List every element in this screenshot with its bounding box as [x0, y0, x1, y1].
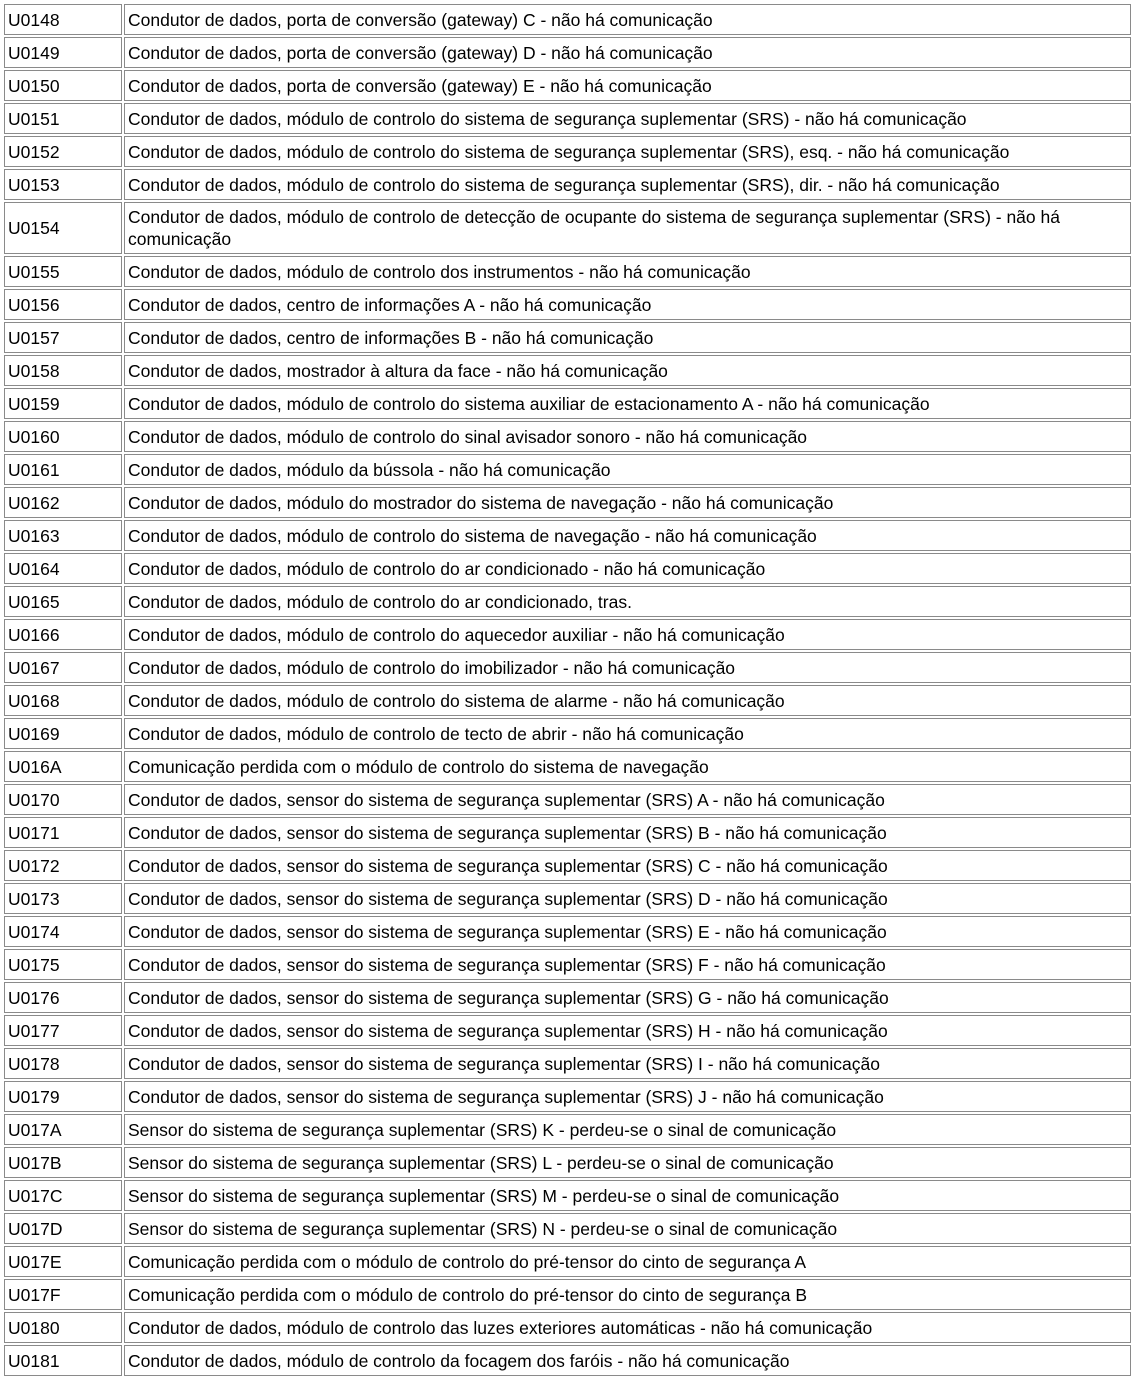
table-row: [4, 421, 1131, 452]
table-row: [4, 388, 1131, 419]
dtc-description-cell: Condutor de dados, módulo de controlo do sinal avisador sonoro - não há comunicação: [124, 421, 1131, 452]
table-row: [4, 1081, 1131, 1112]
dtc-description-cell: Condutor de dados, módulo de controlo de detecção de ocupante do sistema de segurança suplementar (SRS) - não há comunicação: [124, 202, 1131, 254]
table-row: [4, 487, 1131, 518]
dtc-description-cell: Condutor de dados, módulo de controlo do imobilizador - não há comunicação: [124, 652, 1131, 683]
table-row: [4, 1213, 1131, 1244]
dtc-code-table: [2, 2, 1133, 1378]
dtc-description-cell: Comunicação perdida com o módulo de controlo do pré-tensor do cinto de segurança A: [124, 1246, 1131, 1277]
table-row: [4, 1147, 1131, 1178]
dtc-code-cell: U0171: [4, 817, 122, 848]
dtc-code-cell: U0173: [4, 883, 122, 914]
dtc-description-cell: Condutor de dados, centro de informações B - não há comunicação: [124, 322, 1131, 353]
dtc-description-cell: Condutor de dados, módulo de controlo do sistema de alarme - não há comunicação: [124, 685, 1131, 716]
dtc-description-cell: Condutor de dados, porta de conversão (gateway) E - não há comunicação: [124, 70, 1131, 101]
dtc-description-cell: Condutor de dados, módulo de controlo do sistema de segurança suplementar (SRS), esq. - não há comunicação: [124, 136, 1131, 167]
dtc-code-cell: U0181: [4, 1345, 122, 1376]
dtc-code-cell: U0154: [4, 202, 122, 254]
dtc-description-cell: Condutor de dados, módulo de controlo do sistema de navegação - não há comunicação: [124, 520, 1131, 551]
table-row: [4, 619, 1131, 650]
table-row: [4, 751, 1131, 782]
dtc-description-cell: Condutor de dados, porta de conversão (gateway) C - não há comunicação: [124, 4, 1131, 35]
table-row: [4, 883, 1131, 914]
dtc-code-cell: U0176: [4, 982, 122, 1013]
dtc-description-cell: Condutor de dados, módulo de controlo do ar condicionado - não há comunicação: [124, 553, 1131, 584]
dtc-code-cell: U017F: [4, 1279, 122, 1310]
dtc-description-cell: Condutor de dados, sensor do sistema de segurança suplementar (SRS) D - não há comunicação: [124, 883, 1131, 914]
table-row: [4, 586, 1131, 617]
dtc-description-cell: Comunicação perdida com o módulo de controlo do pré-tensor do cinto de segurança B: [124, 1279, 1131, 1310]
table-row: [4, 685, 1131, 716]
dtc-code-cell: U0152: [4, 136, 122, 167]
dtc-description-cell: Sensor do sistema de segurança suplementar (SRS) N - perdeu-se o sinal de comunicação: [124, 1213, 1131, 1244]
table-row: [4, 982, 1131, 1013]
dtc-code-cell: U0167: [4, 652, 122, 683]
table-row: [4, 916, 1131, 947]
dtc-description-cell: Condutor de dados, módulo de controlo de tecto de abrir - não há comunicação: [124, 718, 1131, 749]
dtc-description-cell: Condutor de dados, sensor do sistema de segurança suplementar (SRS) E - não há comunicação: [124, 916, 1131, 947]
dtc-description-cell: Condutor de dados, módulo de controlo da focagem dos faróis - não há comunicação: [124, 1345, 1131, 1376]
dtc-code-cell: U0150: [4, 70, 122, 101]
dtc-code-cell: U0164: [4, 553, 122, 584]
dtc-code-cell: U0158: [4, 355, 122, 386]
dtc-code-cell: U0159: [4, 388, 122, 419]
dtc-description-cell: Condutor de dados, sensor do sistema de segurança suplementar (SRS) G - não há comunicação: [124, 982, 1131, 1013]
table-row: [4, 949, 1131, 980]
dtc-code-cell: U0151: [4, 103, 122, 134]
dtc-description-cell: Condutor de dados, módulo do mostrador do sistema de navegação - não há comunicação: [124, 487, 1131, 518]
table-row: [4, 553, 1131, 584]
dtc-code-cell: U0168: [4, 685, 122, 716]
table-row: [4, 1180, 1131, 1211]
dtc-description-cell: Condutor de dados, módulo de controlo do sistema de segurança suplementar (SRS), dir. - não há comunicação: [124, 169, 1131, 200]
dtc-code-cell: U0175: [4, 949, 122, 980]
dtc-code-cell: U017E: [4, 1246, 122, 1277]
table-row: [4, 1312, 1131, 1343]
table-row: [4, 1114, 1131, 1145]
table-row: [4, 256, 1131, 287]
dtc-description-cell: Condutor de dados, módulo de controlo do sistema auxiliar de estacionamento A - não há comunicação: [124, 388, 1131, 419]
table-row: [4, 1015, 1131, 1046]
dtc-description-cell: Condutor de dados, sensor do sistema de segurança suplementar (SRS) H - não há comunicação: [124, 1015, 1131, 1046]
table-row: [4, 355, 1131, 386]
table-row: [4, 322, 1131, 353]
dtc-description-cell: Sensor do sistema de segurança suplementar (SRS) L - perdeu-se o sinal de comunicação: [124, 1147, 1131, 1178]
dtc-description-cell: Condutor de dados, centro de informações A - não há comunicação: [124, 289, 1131, 320]
dtc-code-cell: U0155: [4, 256, 122, 287]
dtc-code-cell: U017B: [4, 1147, 122, 1178]
dtc-code-cell: U0162: [4, 487, 122, 518]
table-row: [4, 817, 1131, 848]
dtc-description-cell: Condutor de dados, sensor do sistema de segurança suplementar (SRS) B - não há comunicação: [124, 817, 1131, 848]
dtc-code-cell: U0180: [4, 1312, 122, 1343]
dtc-code-cell: U0156: [4, 289, 122, 320]
dtc-code-cell: U0174: [4, 916, 122, 947]
dtc-code-cell: U0177: [4, 1015, 122, 1046]
dtc-description-cell: Condutor de dados, porta de conversão (gateway) D - não há comunicação: [124, 37, 1131, 68]
dtc-code-cell: U0148: [4, 4, 122, 35]
dtc-code-cell: U0170: [4, 784, 122, 815]
dtc-code-cell: U0160: [4, 421, 122, 452]
dtc-description-cell: Condutor de dados, mostrador à altura da face - não há comunicação: [124, 355, 1131, 386]
dtc-code-cell: U0157: [4, 322, 122, 353]
dtc-description-cell: Condutor de dados, sensor do sistema de segurança suplementar (SRS) F - não há comunicação: [124, 949, 1131, 980]
table-row: [4, 850, 1131, 881]
table-row: [4, 1345, 1131, 1376]
dtc-code-cell: U0166: [4, 619, 122, 650]
table-row: [4, 718, 1131, 749]
dtc-description-cell: Condutor de dados, sensor do sistema de segurança suplementar (SRS) A - não há comunicação: [124, 784, 1131, 815]
dtc-code-cell: U0165: [4, 586, 122, 617]
dtc-code-cell: U0169: [4, 718, 122, 749]
dtc-code-cell: U0149: [4, 37, 122, 68]
dtc-description-cell: Condutor de dados, sensor do sistema de segurança suplementar (SRS) J - não há comunicação: [124, 1081, 1131, 1112]
dtc-code-cell: U017D: [4, 1213, 122, 1244]
dtc-description-cell: Condutor de dados, módulo de controlo dos instrumentos - não há comunicação: [124, 256, 1131, 287]
dtc-description-cell: Condutor de dados, módulo de controlo do ar condicionado, tras.: [124, 586, 1131, 617]
dtc-description-cell: Condutor de dados, módulo da bússola - não há comunicação: [124, 454, 1131, 485]
table-row: [4, 520, 1131, 551]
table-row: [4, 37, 1131, 68]
dtc-code-cell: U0172: [4, 850, 122, 881]
dtc-description-cell: Condutor de dados, módulo de controlo do sistema de segurança suplementar (SRS) - não há comunicação: [124, 103, 1131, 134]
dtc-code-cell: U0179: [4, 1081, 122, 1112]
table-row: [4, 454, 1131, 485]
dtc-code-cell: U0161: [4, 454, 122, 485]
table-row: [4, 136, 1131, 167]
dtc-description-cell: Condutor de dados, módulo de controlo das luzes exteriores automáticas - não há comunicação: [124, 1312, 1131, 1343]
table-row: [4, 1246, 1131, 1277]
table-row: [4, 70, 1131, 101]
dtc-code-cell: U016A: [4, 751, 122, 782]
dtc-code-cell: U0163: [4, 520, 122, 551]
dtc-code-cell: U0178: [4, 1048, 122, 1079]
table-row: [4, 1279, 1131, 1310]
dtc-code-cell: U0153: [4, 169, 122, 200]
table-row: [4, 784, 1131, 815]
dtc-description-cell: Condutor de dados, sensor do sistema de segurança suplementar (SRS) I - não há comunicação: [124, 1048, 1131, 1079]
table-row: [4, 289, 1131, 320]
table-row: [4, 103, 1131, 134]
dtc-description-cell: Sensor do sistema de segurança suplementar (SRS) K - perdeu-se o sinal de comunicação: [124, 1114, 1131, 1145]
table-row: [4, 4, 1131, 35]
dtc-code-cell: U017A: [4, 1114, 122, 1145]
dtc-description-cell: Condutor de dados, sensor do sistema de segurança suplementar (SRS) C - não há comunicação: [124, 850, 1131, 881]
dtc-description-cell: Comunicação perdida com o módulo de controlo do sistema de navegação: [124, 751, 1131, 782]
table-row: [4, 169, 1131, 200]
dtc-table-body: [4, 4, 1131, 1376]
table-row: [4, 652, 1131, 683]
dtc-description-cell: Sensor do sistema de segurança suplementar (SRS) M - perdeu-se o sinal de comunicação: [124, 1180, 1131, 1211]
table-row: [4, 1048, 1131, 1079]
table-row: [4, 202, 1131, 254]
dtc-code-cell: U017C: [4, 1180, 122, 1211]
dtc-description-cell: Condutor de dados, módulo de controlo do aquecedor auxiliar - não há comunicação: [124, 619, 1131, 650]
